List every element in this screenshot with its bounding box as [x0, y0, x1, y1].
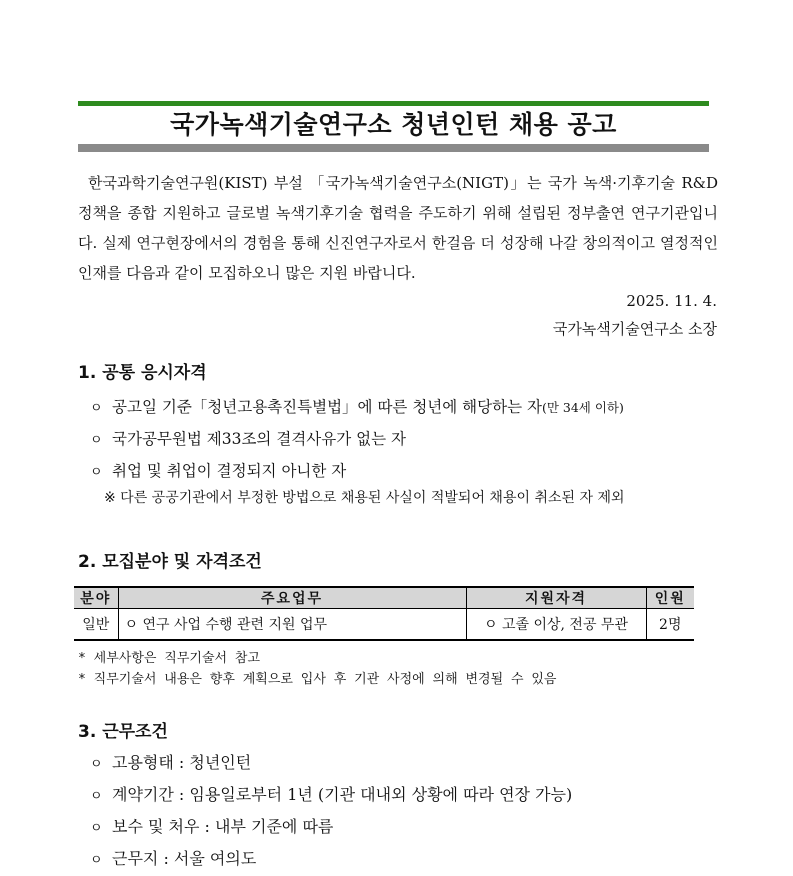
list-item — [90, 392, 624, 424]
page-title: 국가녹색기술연구소 청년인턴 채용 공고 — [170, 110, 617, 139]
bullet: ㅇ — [90, 821, 103, 836]
intro-text: 한국과학기술연구원(KIST) 부설 「국가녹색기술연구소(NIGT)」는 국가 녹색·기후기술 R&D 정책을 종합 지원하고 글로벌 녹색기후기술 협력을 주도하기 위해 설립된 정부출연 연구기관입니다. 실제 연구현장에서의 경험을 통해 신진연구자로서 한걸음 더 성장해 나갈 창의적이고 열정적인 인재를 다음과 같이 모집하오니 많은 지원 바랍니다. — [78, 174, 718, 282]
list-item — [90, 780, 572, 812]
section2-heading: 2. 모집분야 및 자격조건 — [78, 552, 262, 572]
list-item — [90, 844, 572, 876]
list-item — [90, 748, 572, 780]
header-qualification: 지원자격 — [466, 587, 646, 609]
bullet: ㅇ — [90, 757, 103, 772]
bullet: ㅇ — [90, 853, 103, 868]
condition-text: 고용형태 : 청년인턴 — [112, 753, 252, 772]
section1-heading: 1. 공통 응시자격 — [78, 363, 207, 383]
eligibility-text: 공고일 기준「청년고용촉진특별법」에 따른 청년에 해당하는 자 — [112, 398, 542, 416]
header-field: 분야 — [74, 587, 118, 609]
cell-headcount: 2명 — [646, 609, 694, 641]
table-notes — [78, 648, 557, 690]
cell-duties: ㅇ 연구 사업 수행 관련 지원 업무 — [118, 609, 466, 641]
list-item — [90, 812, 572, 844]
eligibility-age-note: (만 34세 이하) — [541, 400, 624, 415]
bullet: ㅇ — [90, 789, 103, 804]
bullet: ㅇ — [90, 465, 103, 480]
table-header-row — [74, 587, 694, 609]
bullet: ㅇ — [90, 401, 103, 416]
work-conditions-list — [90, 748, 572, 876]
header-duties: 주요업무 — [118, 587, 466, 609]
condition-text: 계약기간 : 임용일로부터 1년 (기관 대내외 상황에 따라 연장 가능) — [112, 785, 573, 804]
intro-paragraph — [78, 168, 718, 288]
eligibility-text: 취업 및 취업이 결정되지 아니한 자 — [112, 462, 347, 480]
list-item — [90, 456, 624, 488]
notice-signature: 국가녹색기술연구소 소장 — [552, 320, 717, 338]
table-note: * 세부사항은 직무기술서 참고 — [78, 651, 261, 666]
condition-text: 보수 및 처우 : 내부 기준에 따름 — [112, 817, 334, 836]
title-bottom-bar — [78, 144, 709, 152]
cell-qualification: ㅇ 고졸 이상, 전공 무관 — [466, 609, 646, 641]
table-row — [74, 609, 694, 641]
recruitment-table — [74, 586, 694, 641]
eligibility-list — [90, 392, 624, 488]
notice-date: 2025. 11. 4. — [626, 292, 717, 310]
cell-field: 일반 — [74, 609, 118, 641]
bullet: ㅇ — [90, 433, 103, 448]
header-headcount: 인원 — [646, 587, 694, 609]
section3-heading: 3. 근무조건 — [78, 722, 168, 742]
eligibility-exclusion-note: ※ 다른 공공기관에서 부정한 방법으로 채용된 사실이 적발되어 채용이 취소된 자 제외 — [104, 490, 625, 506]
condition-text: 근무지 : 서울 여의도 — [112, 849, 257, 868]
table-note: * 직무기술서 내용은 향후 계획으로 입사 후 기관 사정에 의해 변경될 수 있음 — [78, 672, 557, 687]
eligibility-text: 국가공무원법 제33조의 결격사유가 없는 자 — [112, 430, 406, 448]
list-item — [90, 424, 624, 456]
